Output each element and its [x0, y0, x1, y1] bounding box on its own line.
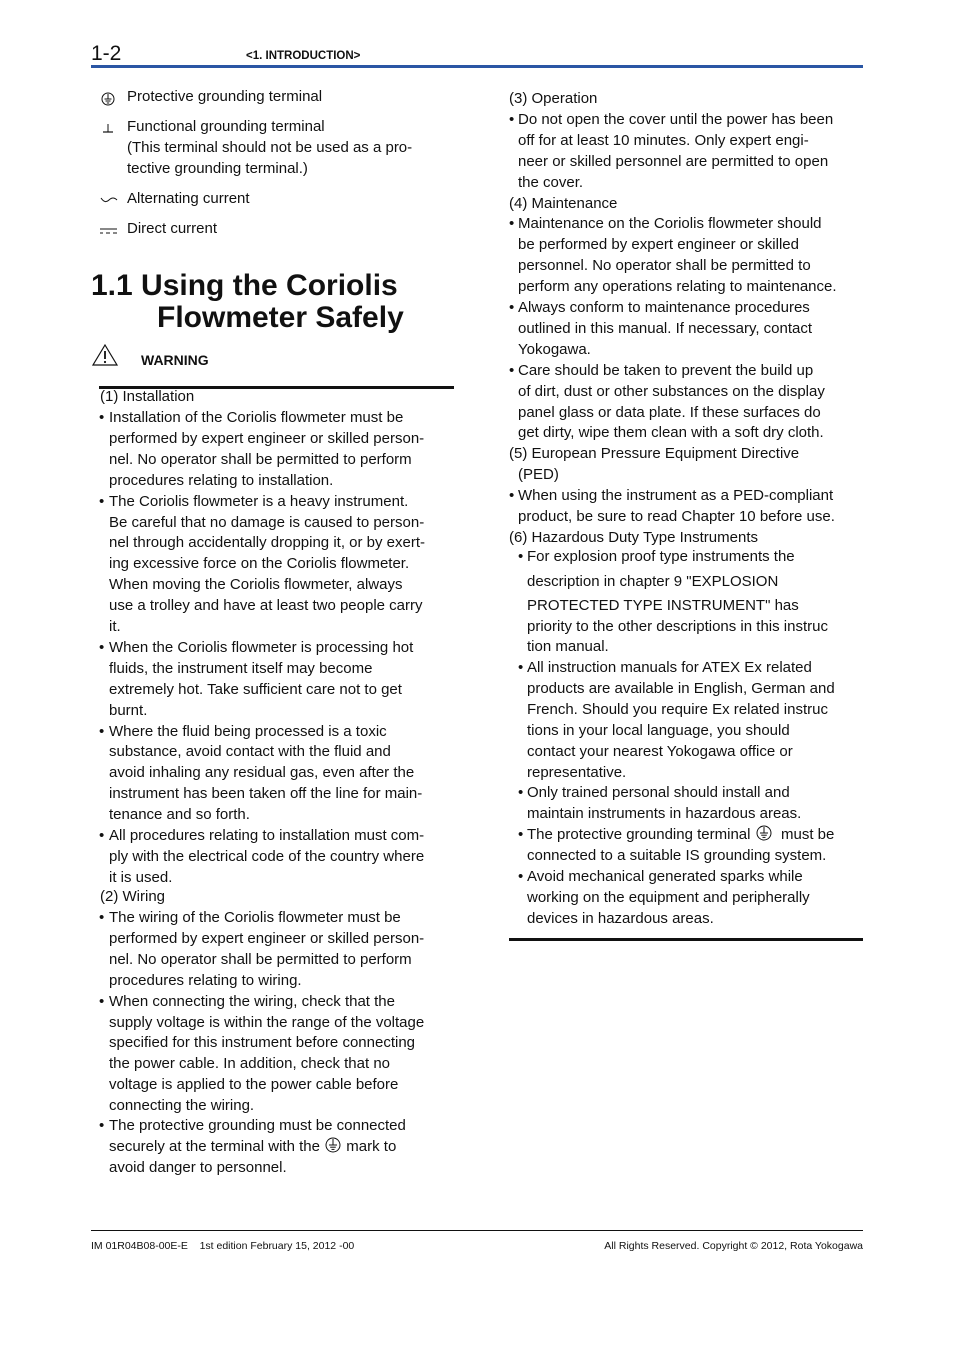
bullet-line: ing excessive force on the Coriolis flowmeter. [109, 555, 410, 573]
bullet-line: supply voltage is within the range of the voltage [109, 1013, 425, 1031]
bullet-line: Only trained personal should install and [527, 784, 790, 802]
right-column-end-rule [509, 938, 863, 941]
bullet-dot: • [509, 215, 515, 233]
ac-icon [100, 193, 118, 207]
bullet-line: Always conform to maintenance procedures [518, 299, 810, 316]
bullet-line: it. [109, 618, 121, 635]
bullet-line: When connecting the wiring, check that the [109, 992, 395, 1010]
bullet-text: The protective grounding terminal [527, 826, 751, 844]
bullet-line: Do not open the cover until the power has been [518, 110, 834, 128]
bullet-line: fluids, the instrument itself may become [109, 659, 373, 677]
bullet-line: ply with the electrical code of the country where [109, 847, 425, 865]
bullet-dot: • [509, 487, 515, 505]
bullet-line: tenance and so forth. [109, 806, 250, 824]
bullet-text: securely at the terminal with the [109, 1138, 320, 1155]
header-rule [91, 65, 863, 68]
bullet-line: contact your nearest Yokogawa office or [527, 742, 793, 760]
bullet-line: When using the instrument as a PED-compliant [518, 487, 834, 505]
bullet-line: outlined in this manual. If necessary, contact [518, 319, 813, 337]
bullet-dot: • [518, 868, 524, 885]
bullet-line: avoid danger to personnel. [109, 1159, 287, 1176]
section-title-line2: Flowmeter Safely [157, 301, 404, 334]
bullet-dot: • [509, 361, 515, 379]
bullet-text: must be [780, 826, 835, 844]
bullet-line: nel through accidentally dropping it, or by exert- [109, 534, 426, 552]
bullet-line: avoid inhaling any residual gas, even after the [109, 764, 415, 782]
bullet-line: neer or skilled personnel are permitted to open [518, 152, 829, 170]
bullet-line: Yokogawa. [518, 340, 591, 358]
edition: 1st edition February 15, 2012 -00 [199, 1240, 355, 1252]
bullet-dot: • [518, 826, 524, 844]
bullet-dot: • [99, 638, 105, 656]
bullet-line: the power cable. In addition, check that no [109, 1055, 391, 1073]
ped-heading: (PED) [518, 466, 559, 484]
bullet-line: procedures relating to wiring. [109, 971, 302, 989]
operation-heading: (3) Operation [509, 90, 598, 107]
bullet-line: of dirt, dust or other substances on the display [518, 382, 825, 400]
bullet-line: connected to a suitable IS grounding system. [527, 847, 827, 865]
bullet-dot: • [99, 827, 105, 844]
symbol-note-line: tective grounding terminal.) [127, 160, 308, 177]
bullet-line-with-icon [527, 825, 834, 846]
bullet-line: procedures relating to installation. [109, 471, 334, 489]
bullet-line: panel glass or data plate. If these surfaces do [518, 403, 821, 421]
bullet-line: All procedures relating to installation must com- [109, 827, 425, 844]
bullet-line: perform any operations relating to maintenance. [518, 278, 837, 296]
bullet-line: voltage is applied to the power cable before [109, 1076, 399, 1094]
bullet-line: nel. No operator shall be permitted to perform [109, 450, 412, 468]
installation-heading: (1) Installation [100, 388, 195, 405]
bullet-line: PROTECTED TYPE INSTRUMENT" has [527, 597, 799, 614]
ped-heading: (5) European Pressure Equipment Directive [509, 445, 800, 463]
section-header: <1. INTRODUCTION> [246, 50, 361, 62]
functional-ground-icon [100, 122, 118, 136]
footer-doc-info [91, 1240, 354, 1252]
symbol-label-dc: Direct current [127, 220, 218, 237]
bullet-line: All instruction manuals for ATEX Ex related [527, 659, 812, 676]
bullet-dot: • [99, 1117, 105, 1134]
bullet-dot: • [99, 722, 105, 740]
bullet-line: burnt. [109, 701, 148, 719]
section-title-line1: 1.1 Using the Coriolis [91, 269, 398, 302]
bullet-line: Avoid mechanical generated sparks while [527, 868, 803, 885]
bullet-line: Be careful that no damage is caused to person- [109, 513, 425, 531]
warning-icon [91, 343, 119, 367]
section-title [91, 270, 404, 334]
bullet-line: use a trolley and have at least two people carry [109, 597, 423, 615]
bullet-dot: • [518, 548, 524, 565]
dc-icon [99, 224, 117, 238]
bullet-line: products are available in English, German and [527, 679, 835, 697]
bullet-dot: • [518, 784, 524, 802]
bullet-line: substance, avoid contact with the fluid and [109, 743, 391, 761]
bullet-line: working on the equipment and peripherally [527, 888, 810, 906]
warning-label: WARNING [141, 352, 209, 368]
copyright: All Rights Reserved. Copyright © 2012, Rota Yokogawa [604, 1240, 863, 1252]
bullet-dot: • [509, 110, 515, 128]
bullet-line: Where the fluid being processed is a toxic [109, 722, 387, 740]
bullet-dot: • [99, 992, 105, 1010]
bullet-line: tion manual. [527, 638, 609, 655]
bullet-line: description in chapter 9 "EXPLOSION [527, 573, 779, 590]
protective-ground-icon [100, 92, 118, 106]
bullet-line: it is used. [109, 868, 173, 886]
bullet-line: The Coriolis flowmeter is a heavy instrument. [109, 492, 409, 510]
bullet-line: performed by expert engineer or skilled person- [109, 429, 425, 447]
bullet-line: extremely hot. Take sufficient care not to get [109, 680, 402, 698]
bullet-line: connecting the wiring. [109, 1097, 255, 1115]
bullet-line: personnel. No operator shall be permitted to [518, 257, 811, 275]
doc-id: IM 01R04B08-00E-E [91, 1240, 188, 1252]
footer-rule [91, 1230, 863, 1231]
bullet-line: Maintenance on the Coriolis flowmeter should [518, 215, 822, 233]
symbol-label-protective: Protective grounding terminal [127, 88, 323, 105]
bullet-dot: • [518, 659, 524, 676]
bullet-line: be performed by expert engineer or skilled [518, 236, 799, 254]
wiring-heading: (2) Wiring [100, 888, 166, 905]
bullet-line: specified for this instrument before connecting [109, 1034, 415, 1052]
bullet-dot: • [99, 909, 105, 926]
bullet-line: maintain instruments in hazardous areas. [527, 805, 802, 823]
bullet-line: priority to the other descriptions in this instruc [527, 618, 828, 635]
bullet-line: For explosion proof type instruments the [527, 548, 795, 565]
bullet-line: When the Coriolis flowmeter is processing hot [109, 638, 414, 656]
bullet-line: product, be sure to read Chapter 10 before use. [518, 508, 835, 525]
bullet-line: When moving the Coriolis flowmeter, always [109, 576, 403, 594]
bullet-line: representative. [527, 763, 627, 781]
symbol-label-functional: Functional grounding terminal [127, 118, 325, 135]
bullet-line: off for at least 10 minutes. Only expert engi- [518, 131, 809, 149]
bullet-line: get dirty, wipe them clean with a soft dry cloth. [518, 424, 824, 442]
bullet-dot: • [99, 409, 105, 426]
protective-ground-icon [755, 825, 773, 841]
bullet-line: French. Should you require Ex related instruc [527, 700, 828, 718]
bullet-line: tions in your local language, you should [527, 721, 790, 739]
bullet-dot: • [509, 299, 515, 316]
hazard-heading: (6) Hazardous Duty Type Instruments [509, 528, 758, 546]
maintenance-heading: (4) Maintenance [509, 194, 618, 212]
bullet-line-with-icon [109, 1137, 396, 1158]
bullet-line: The wiring of the Coriolis flowmeter must be [109, 909, 401, 926]
bullet-dot: • [99, 492, 105, 510]
bullet-text: mark to [346, 1138, 397, 1155]
bullet-line: instrument has been taken off the line for main- [109, 785, 423, 803]
symbol-label-ac: Alternating current [127, 190, 250, 207]
protective-ground-icon [324, 1137, 342, 1153]
page-number: 1-2 [91, 42, 122, 65]
bullet-line: performed by expert engineer or skilled person- [109, 929, 425, 947]
bullet-line: nel. No operator shall be permitted to perform [109, 950, 412, 968]
bullet-line: Installation of the Coriolis flowmeter must be [109, 409, 404, 426]
symbol-note-line: (This terminal should not be used as a pro- [127, 139, 413, 156]
bullet-line: Care should be taken to prevent the build up [518, 361, 814, 379]
bullet-line: devices in hazardous areas. [527, 909, 714, 927]
bullet-line: The protective grounding must be connected [109, 1117, 406, 1134]
bullet-line: the cover. [518, 173, 584, 191]
